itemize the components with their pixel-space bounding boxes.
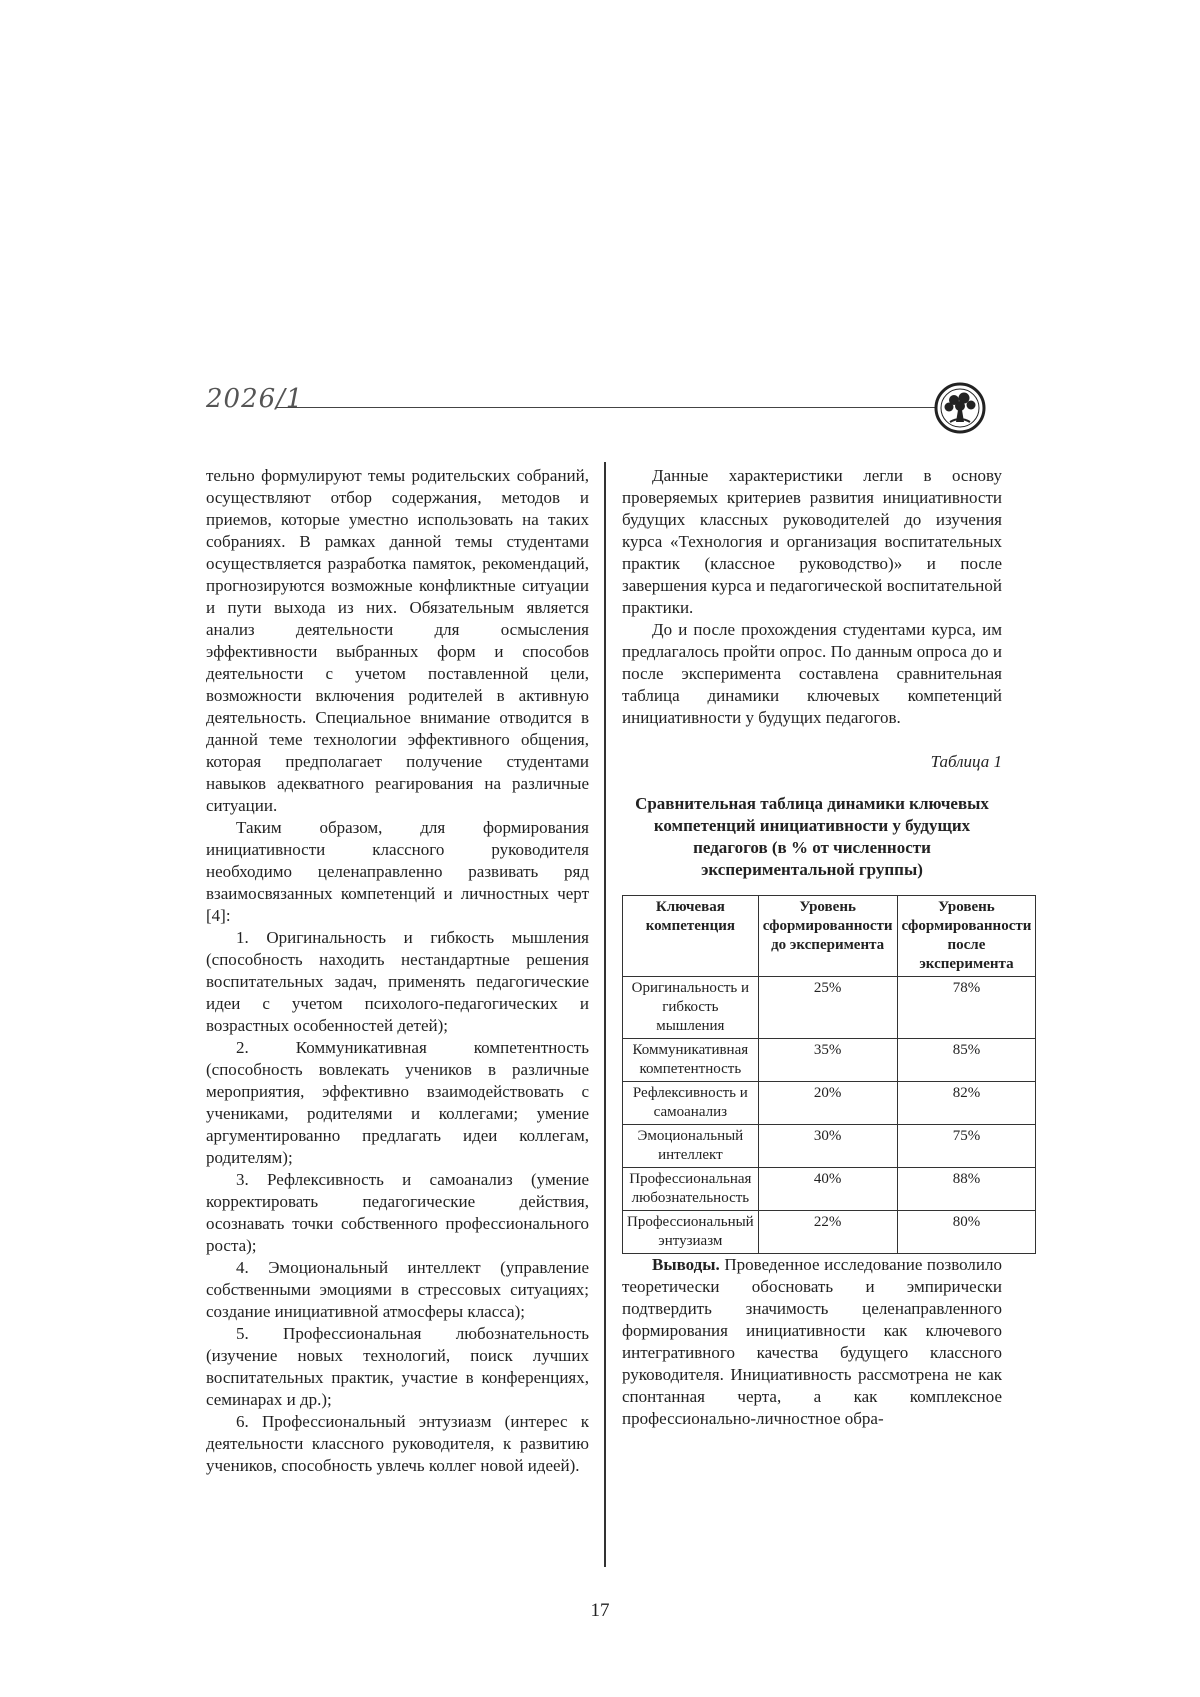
list-item: 5. Профессиональная любознательность (изучение новых технологий, поиск лучших воспитательных практик, участие в конференциях, семинарах и др.); xyxy=(206,1324,589,1409)
competency-table xyxy=(622,895,1036,1254)
paragraph: Данные характеристики легли в основу проверяемых критериев развития инициативности будущих классных руководителей до изучения курса «Технология и организация воспитательных практик (классное руководство)» и после завершения курса и педагогической воспитательной практики. xyxy=(622,466,1002,617)
page-number: 17 xyxy=(590,1600,610,1621)
table-row xyxy=(623,1125,1036,1168)
table-cell: 25% xyxy=(758,977,897,1039)
table-header-cell: Ключевая компетенция xyxy=(623,896,759,977)
column-divider xyxy=(604,462,606,1567)
table-row xyxy=(623,1082,1036,1125)
table-row xyxy=(623,1039,1036,1082)
conclusion-text: Проведенное исследование позволило теоретически обосновать и эмпирически подтвердить значимость целенаправленного формирования инициативности как ключевого интегративного качества будущего классного руководителя. Инициативность рассмотрена не как спонтанная черта, а как комплексное профессионально-личностное обра- xyxy=(622,1255,1002,1428)
table-cell: Эмоциональный интеллект xyxy=(623,1125,759,1168)
table-cell: 80% xyxy=(897,1211,1036,1254)
table-cell: 85% xyxy=(897,1039,1036,1082)
table-cell: 22% xyxy=(758,1211,897,1254)
table-cell: Коммуникативная компетентность xyxy=(623,1039,759,1082)
list-item: 3. Рефлексивность и самоанализ (умение корректировать педагогические действия, осознавать точки собственного профессионального роста); xyxy=(206,1170,589,1255)
table-row xyxy=(623,1168,1036,1211)
header-rule xyxy=(276,407,936,408)
table-cell: Профессиональная любознательность xyxy=(623,1168,759,1211)
paragraph: До и после прохождения студентами курса, им предлагалось пройти опрос. По данным опроса до и после эксперимента составлена сравнительная таблица динамики ключевых компетенций инициативности у будущих педагогов. xyxy=(622,620,1002,727)
table-cell: Оригинальность и гибкость мышления xyxy=(623,977,759,1039)
left-column xyxy=(206,465,589,1477)
conclusion-label: Выводы. xyxy=(652,1255,720,1274)
table-header-cell: Уровень сформированности до эксперимента xyxy=(758,896,897,977)
conclusion-paragraph xyxy=(622,1254,1002,1430)
tree-logo-icon xyxy=(934,382,986,434)
table-cell: 82% xyxy=(897,1082,1036,1125)
paragraph: тельно формулируют темы родительских собраний, осуществляют отбор содержания, методов и приемов, которые уместно использовать на таких собраниях. В рамках данной темы студентами осуществляется разработка памяток, рекомендаций, прогнозируются возможные конфликтные ситуации и пути выхода из них. Обязательным является анализ деятельности для осмысления эффективности выбранных форм и способов деятельности с учетом поставленной цели, возможности включения родителей в активную деятельность. Специальное внимание отводится в данной теме технологии эффективного общения, которая предполагает получение студентами навыков адекватного реагирования на различные ситуации. xyxy=(206,466,589,815)
right-column xyxy=(622,465,1032,1430)
list-item: 4. Эмоциональный интеллект (управление собственными эмоциями в стрессовых ситуациях; создание инициативной атмосферы класса); xyxy=(206,1258,589,1321)
running-header xyxy=(206,382,1006,442)
table-cell: 88% xyxy=(897,1168,1036,1211)
table-header-cell: Уровень сформированности после эксперимента xyxy=(897,896,1036,977)
table-title: Сравнительная таблица динамики ключевых компетенций инициативности у будущих педагогов (в % от численности экспериментальной группы) xyxy=(635,794,989,879)
table-cell: 20% xyxy=(758,1082,897,1125)
table-cell: 30% xyxy=(758,1125,897,1168)
list-item: 2. Коммуникативная компетентность (способность вовлекать учеников в различные мероприятия, эффективно взаимодействовать с учениками, родителями и коллегами; умение аргументированно предлагать идеи коллегам, родителям); xyxy=(206,1038,589,1167)
table-cell: Рефлексивность и самоанализ xyxy=(623,1082,759,1125)
table-row xyxy=(623,977,1036,1039)
table-header-row xyxy=(623,896,1036,977)
table-cell: 40% xyxy=(758,1168,897,1211)
list-item: 6. Профессиональный энтузиазм (интерес к деятельности классного руководителя, к развитию учеников, способность увлечь коллег новой идеей). xyxy=(206,1412,589,1475)
table-caption: Таблица 1 xyxy=(930,752,1002,771)
paragraph: Таким образом, для формирования инициативности классного руководителя необходимо целенаправленно развивать ряд взаимосвязанных компетенций и личностных черт [4]: xyxy=(206,818,589,925)
table-cell: 75% xyxy=(897,1125,1036,1168)
table-row xyxy=(623,1211,1036,1254)
table-cell: 78% xyxy=(897,977,1036,1039)
table-cell: 35% xyxy=(758,1039,897,1082)
list-item: 1. Оригинальность и гибкость мышления (способность находить нестандартные решения воспитательных задач, применять педагогические идеи с учетом психолого-педагогических и возрастных особенностей детей); xyxy=(206,928,589,1035)
table-cell: Профессиональный энтузиазм xyxy=(623,1211,759,1254)
issue-number: 2026/1 xyxy=(206,384,304,414)
